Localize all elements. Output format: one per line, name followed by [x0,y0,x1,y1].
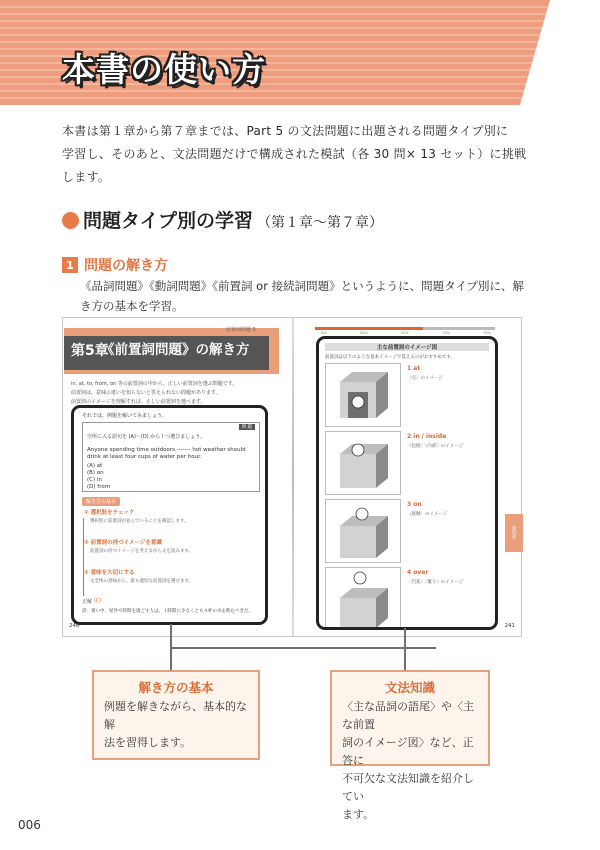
over-illustration [326,568,400,630]
body-line: 前置詞は、意味の違いを知らないと答えられない問題があります。 [71,390,221,396]
image-desc: 〈接触〉のイメージ [407,512,448,517]
chapter-title: 《前置詞問題》の解き方 [101,342,250,358]
connector-line [170,647,172,670]
frame-lead: それでは、例題を解いてみましょう。 [82,413,168,419]
image-label: 1 at [407,365,421,372]
callout-line: 〈主な品詞の語尾〉や〈主な前置 [342,700,474,731]
connector-line [170,647,436,649]
answer-value: (C) [94,598,102,604]
callout-line: ます。 [342,808,375,821]
subsection-description: 《品詞問題》《動詞問題》《前置詞 or 接続詞問題》というように、問題タイプ別に、解き方の基本を学習。 [80,279,524,313]
body-line: 前置詞のイメージを理解すれば、正しい前置詞を選べます。 [71,399,206,405]
header-band [0,0,600,110]
page-title: 本書の使い方 [62,50,266,89]
over-image-card [325,567,401,630]
answer-label: 正解 [82,599,93,605]
book-spread [62,317,522,637]
connector-line [170,624,172,648]
step-title: ③ 意味を大切にする [84,570,135,576]
right-page-number: 241 [504,623,515,629]
image-desc: 〈点〉のイメージ [407,376,443,381]
image-frame [316,336,498,630]
subsection-heading [62,255,168,275]
subsection-number: 1 [62,257,78,273]
step-body: 選択肢に前置詞が並んでいることを確認します。 [90,519,189,524]
callout-line: 例題を解きながら、基本的な解 [104,700,247,731]
callout-line: 詞のイメージ図〉など、正答に [342,736,474,767]
section-subtitle: （第１章〜第７章） [257,215,384,231]
frame-intro: 前置詞は以下のような基本イメージで覚えるのがおすすめです。 [325,355,456,360]
steps-tag: 解き方の基本 [82,497,120,506]
chapter-side-tab: 第5章 [505,514,523,552]
option: (D) from [87,484,111,490]
callout-text [94,696,258,752]
callout-title: 解き方の基本 [138,680,214,695]
callout-grammar [330,670,490,821]
image-label: 2 in / inside [407,433,447,440]
intro-line: 学習し、そのあと、文法問題だけで構成された模試（各 30 問× 13 セット）に挑戦 [62,147,527,161]
at-image-card [325,363,401,427]
book-fold [292,318,294,636]
scale-label: 25% [359,331,368,335]
in-illustration [326,432,400,494]
example-frame [71,405,268,625]
chapter-label: 第5章 [71,343,109,359]
image-desc: 〈包囲〉〈内部〉のイメージ [407,444,464,449]
scale-label: 5% [321,331,327,335]
intro-line: 本書は第１章から第７章までは、Part 5 の文法問題に出題される問題タイプ別に [62,124,509,138]
question-instruction: 空所に入る語句を (A)～(D) から１つ選びましょう。 [87,434,206,440]
section-title: 問題タイプ別の学習 [83,210,254,232]
chapter-body [71,380,276,407]
option: (C) in [87,477,102,483]
translation: 訳：暑い中、屋外で時間を過ごす人は、１時間に少なくとも４杯の水を飲むべきだ。 [82,609,253,614]
body-line: in, at, to, from, on 等の前置詞の中から、正しい前置詞を選ぶ問題です。 [71,381,238,387]
connector-line [404,628,406,670]
step-title: ② 前置詞の持つイメージを意識 [84,540,162,546]
on-illustration [326,500,400,562]
steps-arrow [83,518,84,596]
question-sentence: Anyone spending time outdoors ------- hot weather should drink at least four cups of water per hour. [87,447,246,460]
step-title: ① 選択肢をチェック [84,510,135,516]
scale-label: 75% [442,331,450,335]
option: (B) on [87,470,104,476]
image-label: 3 on [407,501,422,508]
progress-scale-labels [321,331,491,335]
question-tag: 例 題 [239,424,255,430]
page-number: 006 [18,818,41,832]
image-label: 4 over [407,569,429,576]
section-heading [62,206,383,233]
left-page-number: 240 [69,623,80,629]
at-illustration [326,364,400,426]
callout-line: 法を習得します。 [104,736,192,749]
callout-title: 文法知識 [384,680,435,695]
scale-label: 95% [483,331,491,335]
frame-title: 主な前置詞のイメージ図 [325,343,489,351]
intro-line: します。 [62,170,111,184]
in-image-card [325,431,401,495]
callout-basics [92,670,260,760]
step-body: 前置詞の持つイメージを考えながら文を読みます。 [90,549,194,554]
callout-line: 不可欠な文法知識を紹介してい [342,772,474,803]
scale-label: 50% [401,331,409,335]
progress-scale-fill [315,327,423,330]
image-desc: 〈円弧〉〈覆う〉のイメージ [407,580,464,585]
bullet-circle-icon [62,212,79,229]
subsection-title: 問題の解き方 [84,258,168,274]
step-body: 文全体の意味から、最も適切な前置詞を選びます。 [90,579,194,584]
on-image-card [325,499,401,563]
option: (A) at [87,463,103,469]
callout-text [332,696,488,824]
example-question [82,422,260,492]
intro-paragraph [62,120,542,189]
chapter-tag: 前置詞問題 5 [226,327,256,333]
